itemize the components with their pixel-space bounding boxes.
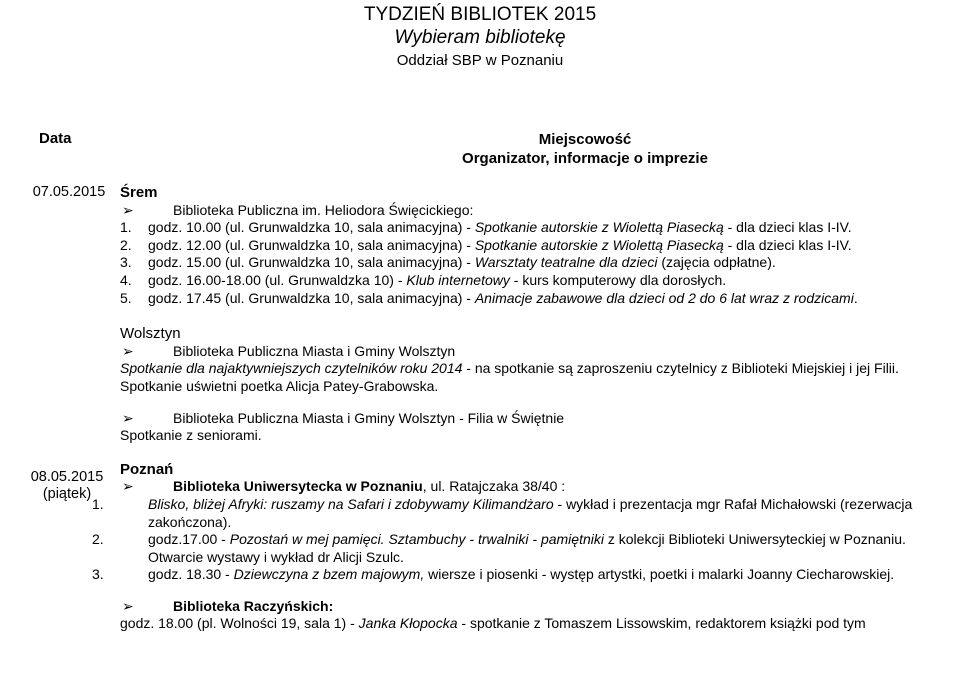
library-poznan-university: ➢ Biblioteka Uniwersytecka w Poznaniu, ul. Ratajczaka 38/40 : [122, 478, 566, 495]
library-raczynskich: ➢ Biblioteka Raczyńskich: [122, 597, 334, 614]
document-subtitle: Wybieram bibliotekę [394, 27, 566, 48]
city-srem: Śrem [120, 184, 158, 201]
arrow-bullet-icon: ➢ [122, 409, 134, 426]
document-title: TYDZIEŃ BIBLIOTEK 2015 [363, 4, 597, 25]
event-list [92, 184, 955, 633]
arrow-bullet-icon: ➢ [122, 342, 134, 359]
city-wolsztyn: Wolsztyn [120, 325, 181, 343]
arrow-bullet-icon: ➢ [122, 597, 134, 614]
wolsztyn-event-2: Spotkanie z seniorami. [120, 427, 262, 444]
srem-event-5: 5. godz. 17.45 (ul. Grunwaldzka 10, sala animacyjna) - Animacje zabawowe dla dzieci od 2 do 6 lat wraz z rodzicami. [120, 289, 858, 306]
column-header-place-line1: Miejscowość [538, 131, 632, 148]
poznan-event-2: 2. godz.17.00 - Pozostań w mej pamięci. Sztambuchy - trwalniki - pamiętniki z kolekcji Biblioteki Uniwersyteckiej w Poznaniu. Otwarcie wystawy i wykład dr Alicji Szulc. [92, 531, 906, 565]
srem-event-1: 1. godz. 10.00 (ul. Grunwaldzka 10, sala animacyjna) - Spotkanie autorskie z Wiolettą Piasecką - dla dzieci klas I-IV. [120, 219, 852, 236]
wolsztyn-event-1-note: Spotkanie uświetni poetka Alicja Patey-Grabowska. [120, 377, 439, 394]
srem-event-3: 3. godz. 15.00 (ul. Grunwaldzka 10, sala animacyjna) - Warsztaty teatralne dla dzieci (zajęcia odpłatne). [120, 254, 776, 271]
city-poznan: Poznań [120, 460, 174, 478]
date-1: 07.05.2015 [32, 184, 106, 200]
date-2-weekday: (piątek) [42, 486, 92, 502]
library-wolsztyn: ➢ Biblioteka Publiczna Miasta i Gminy Wolsztyn [122, 342, 456, 359]
column-header-place-line2: Organizator, informacje o imprezie [462, 150, 708, 167]
date-2-date: 08.05.2015 [30, 469, 104, 485]
library-srem: ➢ Biblioteka Publiczna im. Heliodora Święcickiego: [122, 201, 474, 218]
column-header-place [200, 130, 960, 168]
wolsztyn-event-1: Spotkanie dla najaktywniejszych czytelników roku 2014 - na spotkanie są zaproszeniu czytelnicy z Biblioteki Miejskiej i jej Filii. [120, 360, 899, 377]
column-header-date: Data [39, 130, 72, 147]
srem-event-4: 4. godz. 16.00-18.00 (ul. Grunwaldzka 10) - Klub internetowy - kurs komputerowy dla dorosłych. [120, 271, 727, 288]
poznan-event-1: 1. Blisko, bliżej Afryki: ruszamy na Safari i zdobywamy Kilimandżaro - wykład i prezentacja mgr Rafał Michałowski (rezerwacja zakończona). [92, 495, 913, 530]
poznan-event-3: 3. godz. 18.30 - Dziewczyna z bzem majowym, wiersze i piosenki - występ artystki, poetki i malarki Joanny Ciecharowskiej. [92, 566, 895, 583]
srem-event-2: 2. godz. 12.00 (ul. Grunwaldzka 10, sala animacyjna) - Spotkanie autorskie z Wiolettą Piasecką - dla dzieci klas I-IV. [120, 236, 852, 253]
library-wolsztyn-branch: ➢ Biblioteka Publiczna Miasta i Gminy Wolsztyn - Filia w Świętnie [122, 409, 565, 426]
poznan-raczynskich-event: godz. 18.00 (pl. Wolności 19, sala 1) - Janka Kłopocka - spotkanie z Tomaszem Lissowskim, redaktorem książki pod tym [120, 615, 866, 632]
document-header [0, 4, 960, 72]
arrow-bullet-icon: ➢ [122, 478, 134, 495]
arrow-bullet-icon: ➢ [122, 201, 134, 218]
organizer-name: Oddział SBP w Poznaniu [396, 52, 564, 69]
